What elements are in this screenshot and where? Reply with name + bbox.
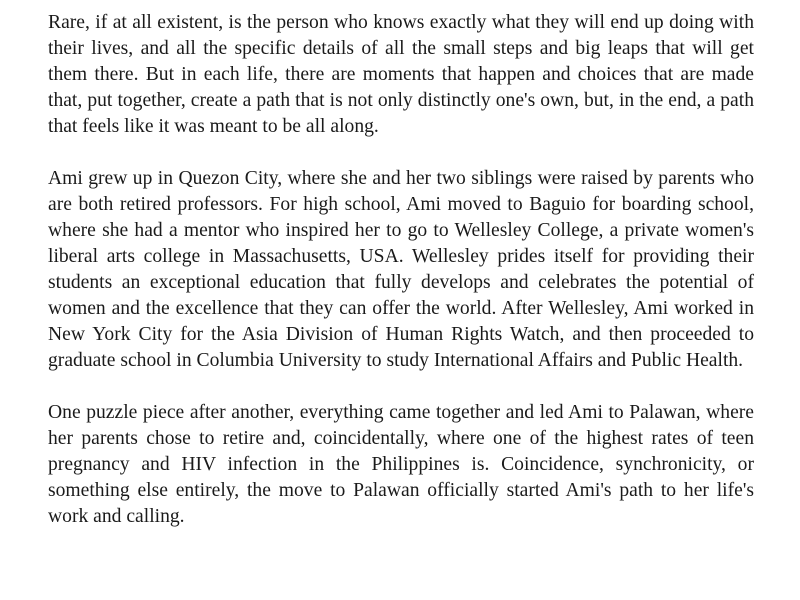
paragraph-intro: Rare, if at all existent, is the person who knows exactly what they will end up doing with their lives, and all the specific details of all the small steps and big leaps that will get them there. But in each life, there are moments that happen and choices that are made that, put together, create a path that is not only distinctly one's own, but, in the end, a path that feels like it was meant to be all along. [48, 12, 754, 137]
paragraph-palawan: One puzzle piece after another, everything came together and led Ami to Palawan, where her parents chose to retire and, coincidentally, where one of the highest rates of teen pregnancy and HIV infection in the Philippines is. Coincidence, synchronicity, or something else entirely, the move to Palawan officially started Ami's path to her life's work and calling. [48, 402, 754, 527]
paragraph-background: Ami grew up in Quezon City, where she and her two siblings were raised by parents who are both retired professors. For high school, Ami moved to Baguio for boarding school, where she had a mentor who inspired her to go to Wellesley College, a private women's liberal arts college in Massachusetts, USA. Wellesley prides itself for providing their students an exceptional education that fully develops and celebrates the potential of women and the excellence that they can offer the world. After Wellesley, Ami worked in New York City for the Asia Division of Human Rights Watch, and then proceeded to graduate school in Columbia University to study International Affairs and Public Health. [48, 168, 754, 371]
article-body [48, 10, 754, 530]
